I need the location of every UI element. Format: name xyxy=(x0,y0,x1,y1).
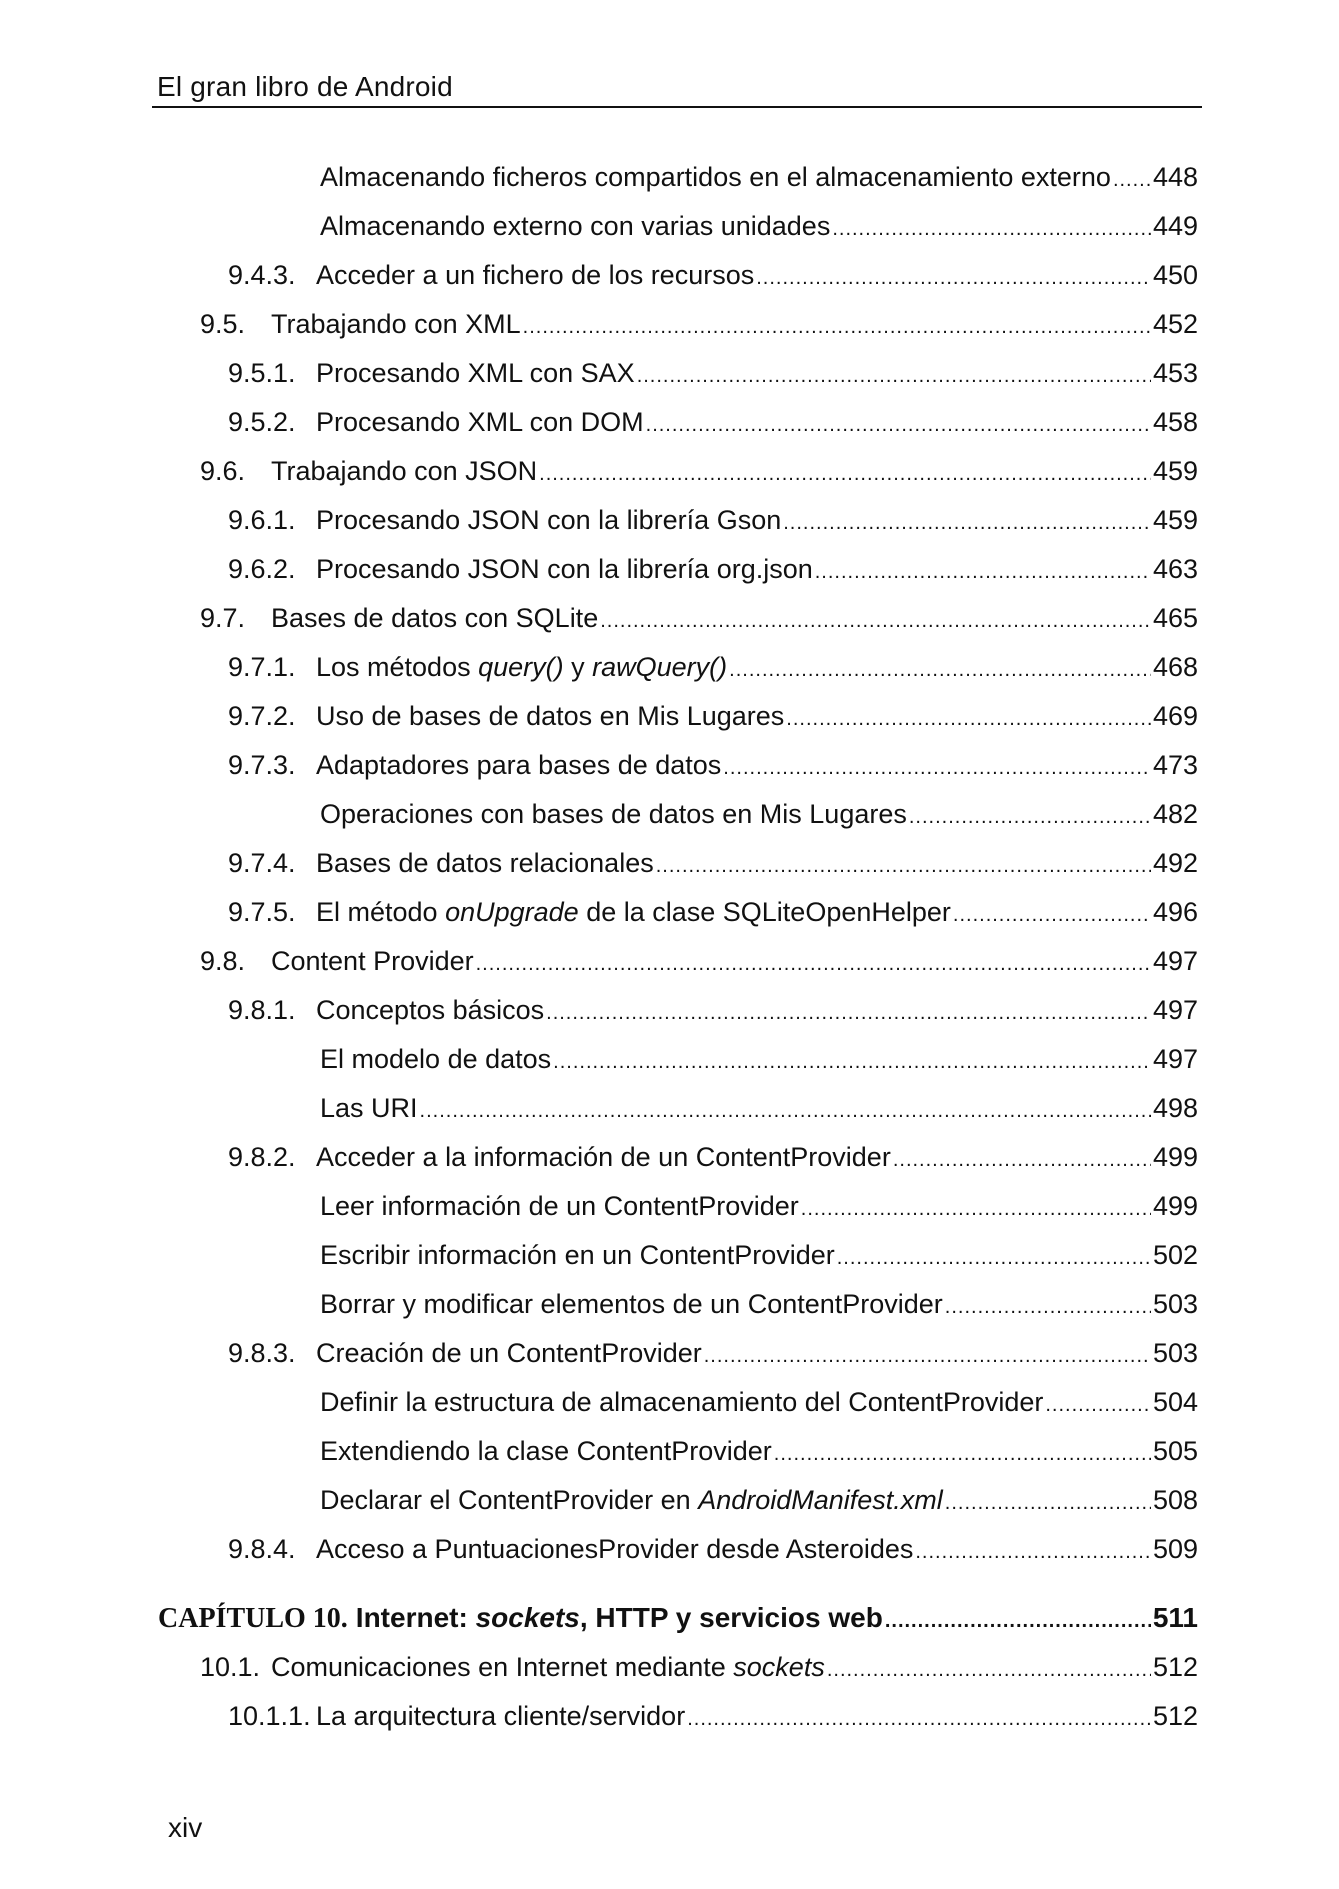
toc-entry-number: 9.5.1. xyxy=(228,358,296,388)
toc-entry-number: 9.7.3. xyxy=(228,750,296,780)
toc-leader-dots xyxy=(837,1238,1151,1278)
toc-entry xyxy=(228,402,1198,442)
toc-leader-dots xyxy=(827,1650,1151,1690)
toc-entry-page: 503 xyxy=(1152,1289,1198,1319)
toc-entry xyxy=(228,1137,1198,1177)
toc-entry-page: 473 xyxy=(1152,750,1198,780)
toc-entry-title: Procesando XML con DOM xyxy=(316,407,644,437)
toc-entry-page: 449 xyxy=(1152,211,1198,241)
toc-entry-page: 498 xyxy=(1152,1093,1198,1123)
toc-entry-page: 469 xyxy=(1152,701,1198,731)
toc-leader-dots xyxy=(774,1434,1151,1474)
toc-leader-dots xyxy=(885,1601,1151,1641)
toc-entry-page: 497 xyxy=(1152,995,1198,1025)
toc-leader-dots xyxy=(893,1140,1151,1180)
toc-entry xyxy=(228,255,1198,295)
toc-entry xyxy=(200,451,1198,491)
toc-entry xyxy=(320,206,1198,246)
title-text: Comunicaciones en Internet mediante xyxy=(271,1652,734,1682)
toc-entry xyxy=(228,843,1198,883)
toc-entry xyxy=(228,1696,1198,1736)
toc-entry-number: 9.7.2. xyxy=(228,701,296,731)
toc-entry-page: 468 xyxy=(1152,652,1198,682)
toc-leader-dots xyxy=(646,405,1151,445)
title-text: , HTTP y servicios web xyxy=(579,1602,883,1633)
toc-entry-number: 9.4.3. xyxy=(228,260,296,290)
toc-entry xyxy=(200,941,1198,981)
title-text: El método xyxy=(316,897,446,927)
toc-entry-number: 9.8.2. xyxy=(228,1142,296,1172)
page-number: xiv xyxy=(168,1812,203,1843)
toc-entry-title: El modelo de datos xyxy=(320,1044,552,1074)
toc-entry-title xyxy=(316,647,727,687)
toc-entry xyxy=(228,1333,1198,1373)
toc-entry-title: Content Provider xyxy=(271,946,474,976)
toc-entry-page: 509 xyxy=(1152,1534,1198,1564)
toc-chapter-entry xyxy=(158,1598,1198,1638)
toc-entry-title: Almacenando ficheros compartidos en el almacenamiento externo xyxy=(320,162,1111,192)
title-italic-text: sockets xyxy=(475,1602,580,1633)
toc-leader-dots xyxy=(723,748,1151,788)
toc-leader-dots xyxy=(953,895,1151,935)
toc-entry-title: Procesando JSON con la librería org.json xyxy=(316,554,813,584)
chapter-page: 511 xyxy=(1152,1602,1198,1633)
toc-entry xyxy=(200,1647,1198,1687)
toc-entry-title: Extendiendo la clase ContentProvider xyxy=(320,1436,772,1466)
title-text: Internet: xyxy=(355,1602,476,1633)
toc-entry-number: 9.6.2. xyxy=(228,554,296,584)
toc-entry-page: 512 xyxy=(1152,1701,1198,1731)
toc-entry-number: 9.6. xyxy=(200,456,246,486)
toc-entry xyxy=(320,1382,1198,1422)
toc-entry-page: 448 xyxy=(1152,162,1198,192)
toc-entry-page: 450 xyxy=(1152,260,1198,290)
toc-entry xyxy=(228,892,1198,932)
toc-entry xyxy=(228,549,1198,589)
toc-entry xyxy=(228,1529,1198,1569)
toc-entry xyxy=(320,794,1198,834)
toc-leader-dots xyxy=(783,503,1151,543)
title-text: y xyxy=(563,652,593,682)
toc-leader-dots xyxy=(476,944,1151,984)
toc-entry-title: Trabajando con JSON xyxy=(271,456,538,486)
toc-entry-title: Procesando JSON con la librería Gson xyxy=(316,505,782,535)
toc-entry xyxy=(228,696,1198,736)
toc-entry xyxy=(320,1480,1198,1520)
toc-entry-title: Bases de datos con SQLite xyxy=(271,603,599,633)
title-italic-text: AndroidManifest.xml xyxy=(698,1485,943,1515)
title-text: Los métodos xyxy=(316,652,479,682)
toc-entry-title: Acceder a un fichero de los recursos xyxy=(316,260,755,290)
title-italic-text: query() xyxy=(478,652,564,682)
toc-entry-title: Acceder a la información de un ContentProvider xyxy=(316,1142,891,1172)
toc-entry-number: 9.8.1. xyxy=(228,995,296,1025)
toc-entry-page: 482 xyxy=(1152,799,1198,829)
toc-entry-page: 508 xyxy=(1152,1485,1198,1515)
toc-leader-dots xyxy=(553,1042,1151,1082)
toc-entry-title xyxy=(320,1480,943,1520)
toc-entry-title xyxy=(316,892,951,932)
title-text: de la clase SQLiteOpenHelper xyxy=(578,897,951,927)
toc-entry-number: 9.7.1. xyxy=(228,652,296,682)
toc-entry-page: 465 xyxy=(1152,603,1198,633)
toc-leader-dots xyxy=(687,1699,1151,1739)
toc-entry-title: Borrar y modificar elementos de un ContentProvider xyxy=(320,1289,943,1319)
toc-leader-dots xyxy=(704,1336,1151,1376)
header-rule xyxy=(152,106,1202,108)
toc-entry-number: 10.1. xyxy=(200,1652,261,1682)
toc-entry-number: 9.8.4. xyxy=(228,1534,296,1564)
toc-entry-page: 504 xyxy=(1152,1387,1198,1417)
toc-leader-dots xyxy=(915,1532,1151,1572)
toc-entry xyxy=(320,1039,1198,1079)
toc-entry-page: 512 xyxy=(1152,1652,1198,1682)
toc-entry-number: 9.6.1. xyxy=(228,505,296,535)
toc-entry-number: 9.5. xyxy=(200,309,246,339)
toc-entry-number: 9.7. xyxy=(200,603,246,633)
toc-leader-dots xyxy=(420,1091,1151,1131)
title-italic-text: rawQuery() xyxy=(592,652,728,682)
toc-entry-page: 463 xyxy=(1152,554,1198,584)
toc-entry xyxy=(320,157,1198,197)
toc-leader-dots xyxy=(539,454,1151,494)
toc-leader-dots xyxy=(945,1483,1151,1523)
title-text: Declarar el ContentProvider en xyxy=(320,1485,699,1515)
title-italic-text: onUpgrade xyxy=(445,897,579,927)
toc-entry-number: 9.7.4. xyxy=(228,848,296,878)
toc-entry-page: 496 xyxy=(1152,897,1198,927)
toc-entry xyxy=(320,1186,1198,1226)
toc-entry-title: Bases de datos relacionales xyxy=(316,848,654,878)
toc-entry-page: 452 xyxy=(1152,309,1198,339)
toc-entry-number: 9.7.5. xyxy=(228,897,296,927)
toc-entry-page: 497 xyxy=(1152,1044,1198,1074)
toc-entry-title: Trabajando con XML xyxy=(271,309,521,339)
toc-leader-dots xyxy=(945,1287,1151,1327)
toc-leader-dots xyxy=(832,209,1151,249)
toc-leader-dots xyxy=(786,699,1151,739)
toc-entry xyxy=(200,304,1198,344)
toc-entry-page: 458 xyxy=(1152,407,1198,437)
toc-entry-number: 10.1.1. xyxy=(228,1701,311,1731)
toc-entry-title: Uso de bases de datos en Mis Lugares xyxy=(316,701,785,731)
toc-entry xyxy=(228,500,1198,540)
toc-entry-title: La arquitectura cliente/servidor xyxy=(316,1701,686,1731)
toc-entry xyxy=(228,353,1198,393)
toc-leader-dots xyxy=(523,307,1151,347)
toc-entry-page: 505 xyxy=(1152,1436,1198,1466)
toc-entry-title: Almacenando externo con varias unidades xyxy=(320,211,831,241)
toc-leader-dots xyxy=(1113,160,1151,200)
toc-entry-title: Leer información de un ContentProvider xyxy=(320,1191,799,1221)
toc-leader-dots xyxy=(1045,1385,1151,1425)
toc-entry xyxy=(228,990,1198,1030)
toc-entry-title: Conceptos básicos xyxy=(316,995,545,1025)
toc-entry xyxy=(200,598,1198,638)
toc-entry-title: Operaciones con bases de datos en Mis Lugares xyxy=(320,799,907,829)
toc-entry-title: Adaptadores para bases de datos xyxy=(316,750,722,780)
toc-entry-page: 503 xyxy=(1152,1338,1198,1368)
toc-leader-dots xyxy=(729,650,1151,690)
toc-entry-title: Acceso a PuntuacionesProvider desde Asteroides xyxy=(316,1534,914,1564)
toc-leader-dots xyxy=(756,258,1151,298)
toc-leader-dots xyxy=(637,356,1151,396)
title-italic-text: sockets xyxy=(733,1652,825,1682)
toc-entry-number: 9.5.2. xyxy=(228,407,296,437)
toc-entry-page: 453 xyxy=(1152,358,1198,388)
toc-entry xyxy=(320,1235,1198,1275)
toc-entry-page: 492 xyxy=(1152,848,1198,878)
chapter-label: CAPÍTULO 10. xyxy=(158,1603,348,1634)
toc-entry-page: 459 xyxy=(1152,456,1198,486)
toc-entry-page: 497 xyxy=(1152,946,1198,976)
toc-entry xyxy=(320,1431,1198,1471)
toc-entry-title: Escribir información en un ContentProvider xyxy=(320,1240,835,1270)
toc-entry xyxy=(228,745,1198,785)
toc-entry-number: 9.8.3. xyxy=(228,1338,296,1368)
toc-entry-title: Las URI xyxy=(320,1093,418,1123)
toc-leader-dots xyxy=(909,797,1151,837)
toc-entry-page: 502 xyxy=(1152,1240,1198,1270)
toc-entry-title xyxy=(271,1647,825,1687)
toc-entry-page: 499 xyxy=(1152,1191,1198,1221)
toc-entry-page: 459 xyxy=(1152,505,1198,535)
toc-leader-dots xyxy=(815,552,1151,592)
toc-leader-dots xyxy=(546,993,1151,1033)
toc-entry-title: Procesando XML con SAX xyxy=(316,358,635,388)
toc-leader-dots xyxy=(656,846,1151,886)
toc-entry-title: Creación de un ContentProvider xyxy=(316,1338,702,1368)
toc-entry xyxy=(320,1088,1198,1128)
chapter-title xyxy=(356,1598,883,1638)
toc-leader-dots xyxy=(801,1189,1151,1229)
running-header: El gran libro de Android xyxy=(157,71,453,102)
toc-entry-title: Definir la estructura de almacenamiento del ContentProvider xyxy=(320,1387,1044,1417)
toc-entry-number: 9.8. xyxy=(200,946,246,976)
toc-entry xyxy=(320,1284,1198,1324)
toc-leader-dots xyxy=(600,601,1151,641)
toc-entry xyxy=(228,647,1198,687)
toc-entry-page: 499 xyxy=(1152,1142,1198,1172)
